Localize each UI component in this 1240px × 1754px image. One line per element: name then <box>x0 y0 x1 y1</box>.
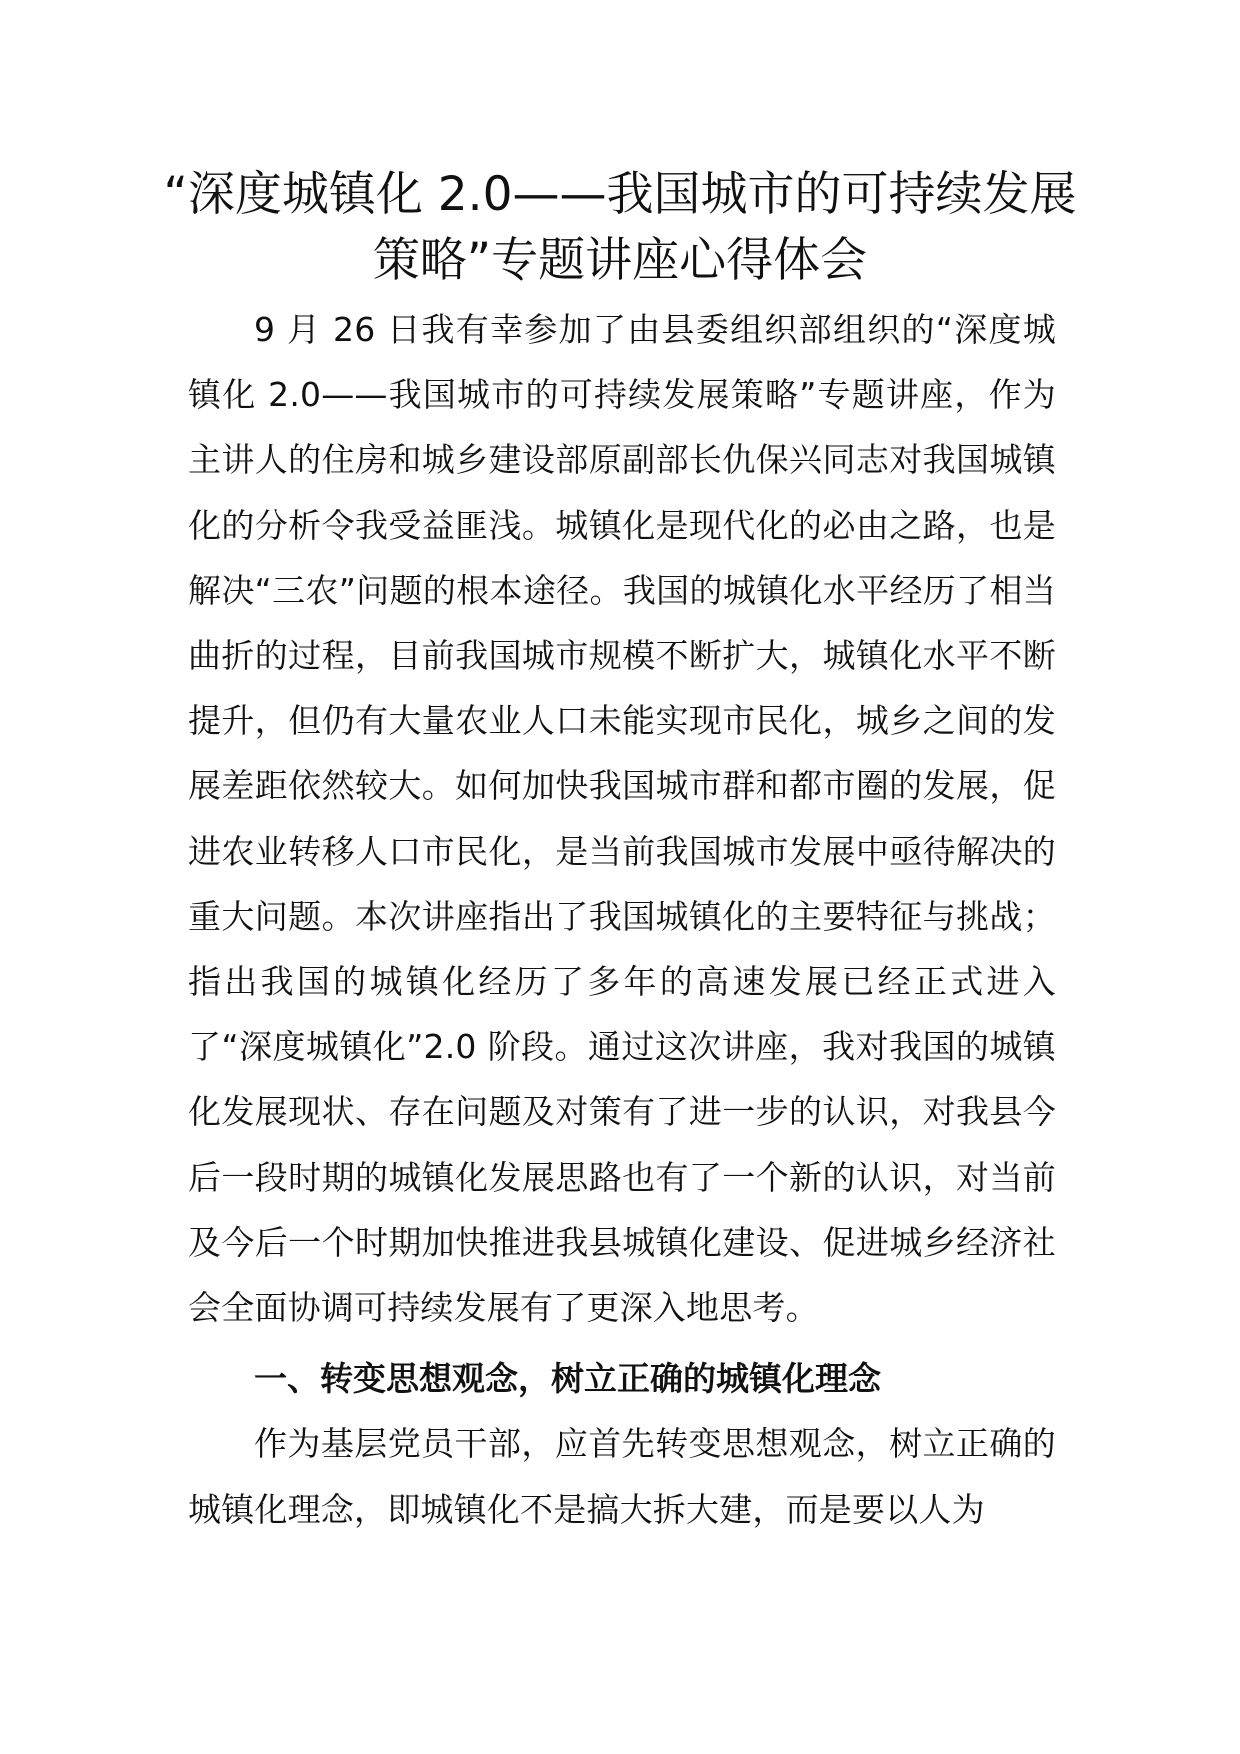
document-title: “深度城镇化 2.0——我国城市的可持续发展策略”专题讲座心得体会 <box>163 167 1077 288</box>
intro-paragraph: 9 月 26 日我有幸参加了由县委组织部组织的“深度城镇化 2.0——我国城市的可持续发展策略”专题讲座，作为主讲人的住房和城乡建设部原副部长仇保兴同志对我国城镇化的分析令我受益匪浅。城镇化是现代化的必由之路，也是解决“三农”问题的根本途径。我国的城镇化水平经历了相当曲折的过程，目前我国城市规模不断扩大，城镇化水平不断提升，但仍有大量农业人口未能实现市民化，城乡之间的发展差距依然较大。如何加快我国城市群和都市圈的发展，促进农业转移人口市民化，是当前我国城市发展中亟待解决的重大问题。本次讲座指出了我国城镇化的主要特征与挑战；指出我国的城镇化经历了多年的高速发展已经正式进入了“深度城镇化”2.0 阶段。通过这次讲座，我对我国的城镇化发展现状、存在问题及对策有了进一步的认识，对我县今后一段时期的城镇化发展思路也有了一个新的认识，对当前及今后一个时期加快推进我县城镇化建设、促进城乡经济社会全面协调可持续发展有了更深入地思考。 <box>188 310 1056 1328</box>
document-body <box>188 297 1056 1542</box>
section-paragraph: 作为基层党员干部，应首先转变思想观念，树立正确的城镇化理念，即城镇化不是搞大拆大建，而是要以人为 <box>188 1424 1056 1529</box>
section-heading: 一、转变思想观念，树立正确的城镇化理念 <box>254 1359 881 1399</box>
